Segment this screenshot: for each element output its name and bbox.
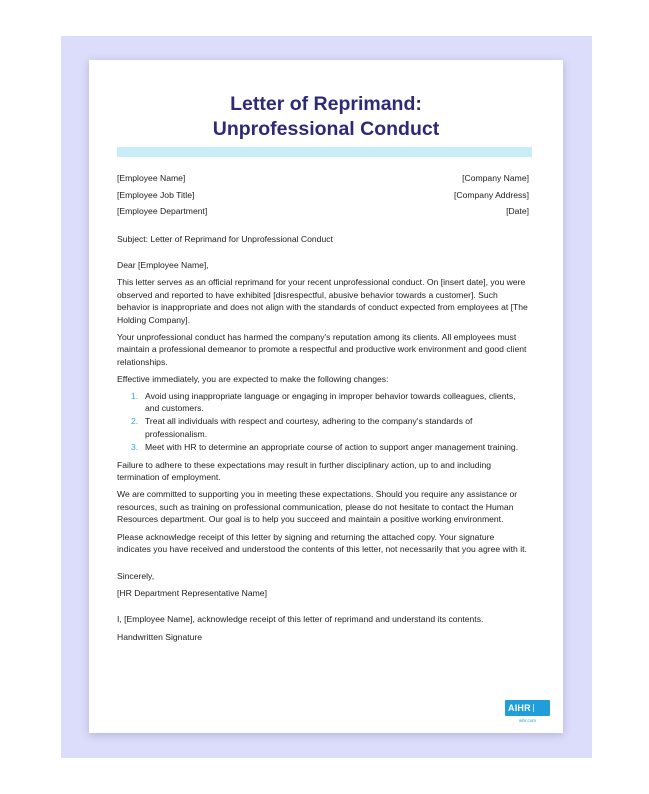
date-placeholder: [Date] — [506, 206, 529, 216]
letter-body — [117, 172, 529, 643]
list-number: 2. — [131, 416, 139, 427]
subject-line: Subject: Letter of Reprimand for Unprofessional Conduct — [117, 233, 333, 244]
salutation: Dear [Employee Name], — [117, 259, 209, 270]
logo-tagline-mark — [533, 704, 547, 712]
list-item — [131, 415, 529, 440]
header-row — [117, 189, 529, 206]
letter-page — [89, 60, 563, 733]
company-address-placeholder: [Company Address] — [454, 189, 529, 200]
body-paragraph: Please acknowledge receipt of this letter by signing and returning the attached copy. Your signature indicates you have received and understood the contents of this letter, not necessarily that you agree with it. — [117, 531, 527, 555]
required-changes-list — [117, 390, 529, 454]
logo-text: AIHR — [508, 703, 531, 713]
header-row — [117, 205, 529, 222]
representative-name-placeholder: [HR Department Representative Name] — [117, 587, 267, 598]
document-title — [89, 92, 563, 142]
aihr-logo — [505, 700, 550, 716]
title-line-2: Unprofessional Conduct — [212, 118, 440, 140]
company-name-placeholder: [Company Name] — [462, 173, 529, 183]
list-number: 1. — [131, 390, 139, 401]
employee-name-placeholder: [Employee Name] — [117, 173, 186, 183]
employee-department-placeholder: [Employee Department] — [117, 206, 208, 216]
employee-job-title-placeholder: [Employee Job Title] — [117, 189, 195, 200]
body-paragraph: Effective immediately, you are expected to make the following changes: — [117, 374, 389, 385]
header-row — [117, 172, 529, 189]
body-paragraph: Failure to adhere to these expectations may result in further disciplinary action, up to and including termination of employment. — [117, 459, 492, 482]
list-item-text: Meet with HR to determine an appropriate course of action to support anger management training. — [145, 442, 519, 453]
logo-url: aihr.com — [518, 718, 536, 723]
list-item-text: Avoid using inappropriate language or engaging in improper behavior towards colleagues, clients, and customers. — [145, 390, 516, 413]
signature-label: Handwritten Signature — [117, 631, 203, 642]
body-paragraph: We are committed to supporting you in meeting these expectations. Should you require any assistance or resources, such as training on professional communication, please do not hesitate to contact the Human Resources department. Our goal is to help you succeed and maintain a positive working environment. — [117, 489, 518, 525]
list-item — [131, 441, 529, 453]
acknowledgement-statement: I, [Employee Name], acknowledge receipt of this letter of reprimand and understand its contents. — [117, 614, 484, 625]
list-item — [131, 390, 529, 415]
body-paragraph: Your unprofessional conduct has harmed the company's reputation among its clients. All employees must maintain a professional demeanor to promote a respectful and productive work environment and good client relationships. — [117, 331, 527, 367]
title-accent-bar — [117, 147, 532, 157]
list-item-text: Treat all individuals with respect and courtesy, adhering to the company's standards of professionalism. — [145, 416, 473, 439]
list-number: 3. — [131, 442, 139, 453]
title-line-1: Letter of Reprimand: — [230, 93, 422, 115]
body-paragraph: This letter serves as an official reprimand for your recent unprofessional conduct. On [insert date], you were observed and reported to have exhibited [disrespectful, abusive behavior towards a customer]. Such behavior is inappropriate and does not align with the standards of conduct expected from employees at [The Holding Company]. — [117, 277, 528, 325]
closing: Sincerely, — [117, 571, 155, 582]
